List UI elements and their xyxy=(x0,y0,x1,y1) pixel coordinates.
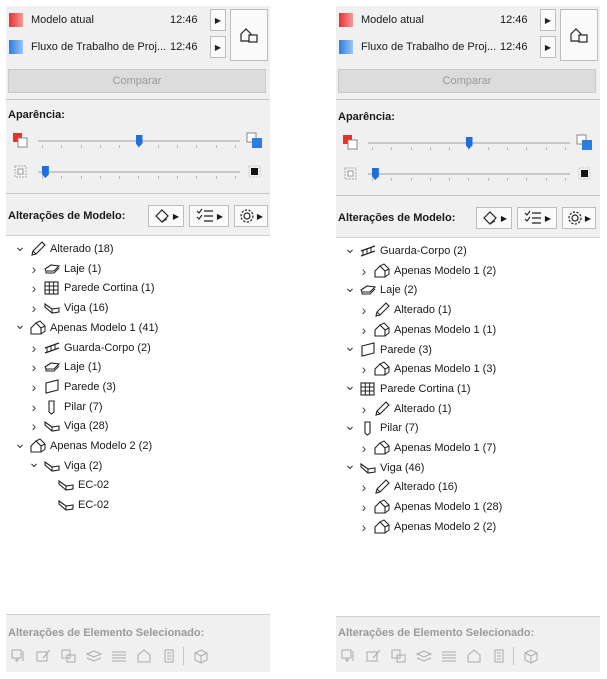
chevron-right-icon[interactable]: › xyxy=(31,418,37,435)
swap-models-button[interactable] xyxy=(560,9,598,61)
model-menu-button[interactable] xyxy=(210,9,226,31)
tree-item-label: Apenas Modelo 1 (41) xyxy=(50,321,159,334)
chevron-right-icon[interactable]: › xyxy=(31,378,37,395)
tree-row[interactable] xyxy=(28,358,101,376)
tree-item-label: Parede Cortina (1) xyxy=(64,282,155,295)
tree-row[interactable] xyxy=(344,456,425,477)
chevron-right-icon[interactable]: › xyxy=(361,440,367,456)
tree-row[interactable] xyxy=(28,454,103,475)
compare-button[interactable]: Comparar xyxy=(8,69,266,93)
chevron-right-icon[interactable]: › xyxy=(361,262,367,279)
select-elements-icon[interactable] xyxy=(338,647,360,665)
swap-models-icon xyxy=(569,26,589,44)
tree-row[interactable] xyxy=(358,400,451,418)
tree-item-label: Viga (46) xyxy=(380,461,425,474)
checklist-icon xyxy=(195,208,215,224)
tree-row[interactable] xyxy=(344,416,419,437)
hatch-icon[interactable] xyxy=(108,647,130,665)
house-icon xyxy=(372,499,392,515)
model-color-swatch xyxy=(339,40,353,54)
color-opacity-slider[interactable] xyxy=(8,130,266,152)
tree-row[interactable] xyxy=(344,338,432,359)
tree-item-label: Guarda-Corpo (2) xyxy=(64,341,151,354)
model-changes-tree xyxy=(336,237,600,617)
tree-item-label: EC-02 xyxy=(78,499,110,512)
model-row-compare[interactable] xyxy=(336,35,556,59)
model-row-compare[interactable] xyxy=(6,35,226,59)
chevron-down-icon[interactable]: ⌄ xyxy=(344,338,356,354)
tree-item-label: Apenas Modelo 2 (2) xyxy=(50,440,153,452)
hatch-icon[interactable] xyxy=(438,647,460,665)
tree-item-label: Viga (16) xyxy=(64,302,109,315)
house-icon xyxy=(372,361,392,377)
tree-item-label: Pilar (7) xyxy=(64,400,103,413)
separator xyxy=(6,99,270,100)
selected-changes-title: Alterações de Elemento Selecionado: xyxy=(8,627,205,639)
chevron-right-icon[interactable]: › xyxy=(31,359,37,376)
3d-box-icon[interactable] xyxy=(520,647,542,665)
chevron-right-icon[interactable]: › xyxy=(361,400,367,417)
slider-track xyxy=(38,171,240,173)
triangle-right-icon: ▶ xyxy=(500,213,508,223)
swap-models-button[interactable] xyxy=(230,9,268,61)
tree-item-label: Alterado (1) xyxy=(394,402,452,415)
chevron-down-icon[interactable]: ⌄ xyxy=(14,434,26,451)
chevron-down-icon[interactable]: ⌄ xyxy=(344,456,356,473)
element-filter-button[interactable] xyxy=(148,205,184,227)
red-model-icon xyxy=(12,132,30,150)
tree-row[interactable] xyxy=(28,398,103,416)
triangle-right-icon: ▶ xyxy=(544,15,552,25)
blue-model-icon xyxy=(576,134,594,152)
pencil-icon xyxy=(372,302,392,318)
chevron-down-icon[interactable]: ⌄ xyxy=(344,239,356,256)
slab-icon xyxy=(42,261,62,277)
railing-icon xyxy=(42,340,62,356)
house-icon xyxy=(372,263,392,279)
empty-square-icon xyxy=(12,163,30,181)
selected-element-toolbar xyxy=(338,646,545,666)
pencil-icon xyxy=(372,479,392,495)
tree-row[interactable] xyxy=(344,239,467,260)
document-icon[interactable] xyxy=(488,647,510,665)
tree-row[interactable] xyxy=(358,439,496,457)
tree-item-label: Apenas Modelo 2 (2) xyxy=(394,520,497,533)
edit-element-icon[interactable] xyxy=(33,647,55,665)
layers-icon[interactable] xyxy=(413,647,435,665)
model-color-swatch xyxy=(9,40,23,54)
gear-icon xyxy=(239,208,255,224)
beam-icon xyxy=(42,458,62,474)
tree-row[interactable] xyxy=(344,278,418,299)
list-options-button[interactable] xyxy=(517,207,557,229)
slab-icon xyxy=(358,282,378,298)
railing-icon xyxy=(358,243,378,259)
slider-ticks xyxy=(42,176,236,180)
chevron-down-icon[interactable]: ⌄ xyxy=(14,316,26,333)
curtain-wall-icon xyxy=(42,280,62,296)
tree-item-label: Apenas Modelo 1 (1) xyxy=(394,323,497,336)
tree-item-label: Apenas Modelo 1 (2) xyxy=(394,264,497,277)
model-time: 12:46 xyxy=(500,41,528,53)
slider-track xyxy=(368,173,570,175)
model-changes-title: Alterações de Modelo: xyxy=(338,212,456,224)
highlight-slider[interactable] xyxy=(8,161,266,183)
model-changes-title: Alterações de Modelo: xyxy=(8,210,126,222)
tree-row[interactable] xyxy=(28,260,101,278)
model-color-swatch xyxy=(9,13,23,27)
house-icon xyxy=(372,440,392,456)
tree-row[interactable] xyxy=(358,262,496,280)
separator xyxy=(6,193,270,194)
chevron-right-icon[interactable]: › xyxy=(31,280,37,297)
empty-square-icon xyxy=(342,165,360,183)
list-options-button[interactable] xyxy=(189,205,229,227)
chevron-right-icon[interactable]: › xyxy=(31,398,37,415)
tree-item-label: Apenas Modelo 1 (28) xyxy=(394,501,503,514)
compare-panel-left xyxy=(6,6,270,672)
tree-item-label: Laje (1) xyxy=(64,262,102,275)
pencil-icon xyxy=(28,241,48,257)
model-row-current[interactable] xyxy=(336,8,556,32)
beam-icon xyxy=(42,300,62,316)
triangle-right-icon: ▶ xyxy=(214,42,222,52)
tree-item-label: Laje (1) xyxy=(64,361,102,374)
tree-item-label: Guarda-Corpo (2) xyxy=(380,245,467,257)
wall-icon xyxy=(42,379,62,395)
tree-row[interactable] xyxy=(358,498,502,516)
tree-row[interactable] xyxy=(344,377,471,398)
curtain-wall-icon xyxy=(358,381,378,397)
chevron-right-icon[interactable]: › xyxy=(361,321,367,338)
house-icon xyxy=(28,320,48,336)
separator xyxy=(183,647,184,665)
model-row-current[interactable] xyxy=(6,8,226,32)
tree-item-label: Alterado (18) xyxy=(50,243,114,255)
tree-row[interactable] xyxy=(358,321,496,339)
chevron-right-icon[interactable]: › xyxy=(361,518,367,535)
tree-row[interactable] xyxy=(28,279,155,297)
element-filter-button[interactable] xyxy=(476,207,512,229)
chevron-right-icon[interactable]: › xyxy=(31,300,37,317)
paint-bucket-icon xyxy=(153,208,171,224)
chevron-right-icon[interactable]: › xyxy=(31,339,37,356)
tree-item-label: Alterado (1) xyxy=(394,304,452,317)
model-name: Fluxo de Trabalho de Proj... xyxy=(31,41,167,53)
checklist-icon xyxy=(523,210,543,226)
chevron-down-icon[interactable]: ⌄ xyxy=(14,237,26,254)
model-time: 12:46 xyxy=(170,41,198,53)
appearance-title: Aparência: xyxy=(8,109,65,121)
tree-row[interactable] xyxy=(28,299,108,317)
house-icon xyxy=(372,519,392,535)
triangle-right-icon: ▶ xyxy=(172,211,180,221)
tree-row[interactable] xyxy=(42,496,109,514)
beam-icon xyxy=(56,497,76,513)
tree-row[interactable] xyxy=(28,339,151,357)
column-icon xyxy=(358,420,378,436)
model-color-swatch xyxy=(339,13,353,27)
slab-icon xyxy=(42,359,62,375)
paint-bucket-icon xyxy=(481,210,499,226)
appearance-title: Aparência: xyxy=(338,111,395,123)
chevron-right-icon[interactable]: › xyxy=(361,302,367,319)
highlight-slider[interactable] xyxy=(338,163,596,185)
beam-icon xyxy=(358,460,378,476)
triangle-right-icon: ▶ xyxy=(544,213,552,223)
model-name: Modelo atual xyxy=(361,14,424,26)
tree-item-label: Parede (3) xyxy=(380,343,432,356)
chevron-right-icon[interactable]: › xyxy=(31,260,37,277)
building-icon[interactable] xyxy=(133,647,155,665)
triangle-right-icon: ▶ xyxy=(544,42,552,52)
copy-element-icon[interactable] xyxy=(388,647,410,665)
triangle-right-icon: ▶ xyxy=(216,211,224,221)
triangle-right-icon: ▶ xyxy=(214,15,222,25)
tree-item-label: Apenas Modelo 1 (3) xyxy=(394,363,497,376)
tree-row[interactable] xyxy=(14,237,114,258)
document-icon[interactable] xyxy=(158,647,180,665)
swap-models-icon xyxy=(239,26,259,44)
tree-row[interactable] xyxy=(358,518,496,536)
chevron-down-icon[interactable]: ⌄ xyxy=(28,454,40,471)
chevron-right-icon[interactable]: › xyxy=(361,361,367,378)
tree-row[interactable] xyxy=(28,378,116,396)
tree-item-label: EC-02 xyxy=(78,479,110,492)
filled-square-icon xyxy=(576,165,594,183)
beam-icon xyxy=(42,418,62,434)
selected-changes-title: Alterações de Elemento Selecionado: xyxy=(338,627,535,639)
model-menu-button[interactable] xyxy=(540,36,556,58)
edit-element-icon[interactable] xyxy=(363,647,385,665)
house-icon xyxy=(372,322,392,338)
column-icon xyxy=(42,399,62,415)
select-elements-icon[interactable] xyxy=(8,647,30,665)
separator xyxy=(336,195,600,196)
triangle-right-icon: ▶ xyxy=(584,213,592,223)
pencil-icon xyxy=(372,401,392,417)
chevron-down-icon[interactable]: ⌄ xyxy=(344,377,356,394)
tree-item-label: Pilar (7) xyxy=(380,422,419,435)
3d-box-icon[interactable] xyxy=(190,647,212,665)
model-name: Fluxo de Trabalho de Proj... xyxy=(361,41,497,53)
tree-row[interactable] xyxy=(28,417,108,435)
slider-ticks xyxy=(372,178,566,182)
settings-button[interactable] xyxy=(562,207,596,229)
tree-item-label: Apenas Modelo 1 (7) xyxy=(394,442,497,454)
tree-item-label: Viga (2) xyxy=(64,459,103,472)
tree-row[interactable] xyxy=(358,360,496,378)
chevron-down-icon[interactable]: ⌄ xyxy=(344,416,356,433)
gear-icon xyxy=(567,210,583,226)
red-model-icon xyxy=(342,134,360,152)
model-time: 12:46 xyxy=(170,14,198,26)
building-icon[interactable] xyxy=(463,647,485,665)
chevron-right-icon[interactable]: › xyxy=(361,479,367,496)
color-opacity-slider[interactable] xyxy=(338,132,596,154)
separator xyxy=(513,647,514,665)
model-time: 12:46 xyxy=(500,14,528,26)
tree-row[interactable] xyxy=(14,434,153,455)
model-menu-button[interactable] xyxy=(210,36,226,58)
tree-item-label: Parede (3) xyxy=(64,380,116,393)
tree-row[interactable] xyxy=(42,476,109,494)
tree-row[interactable] xyxy=(358,478,458,496)
chevron-right-icon[interactable]: › xyxy=(361,499,367,516)
tree-item-label: Parede Cortina (1) xyxy=(380,382,471,395)
model-name: Modelo atual xyxy=(31,14,94,26)
tree-row[interactable] xyxy=(358,301,451,319)
tree-item-label: Laje (2) xyxy=(380,284,418,297)
compare-button[interactable]: Comparar xyxy=(338,69,596,93)
chevron-down-icon[interactable]: ⌄ xyxy=(344,278,356,295)
triangle-right-icon: ▶ xyxy=(256,211,264,221)
blue-model-icon xyxy=(246,132,264,150)
beam-icon xyxy=(56,477,76,493)
model-menu-button[interactable] xyxy=(540,9,556,31)
layers-icon[interactable] xyxy=(83,647,105,665)
wall-icon xyxy=(358,342,378,358)
model-changes-tree xyxy=(6,235,270,615)
filled-square-icon xyxy=(246,163,264,181)
tree-item-label: Viga (28) xyxy=(64,420,109,433)
settings-button[interactable] xyxy=(234,205,268,227)
compare-panel-right xyxy=(336,6,600,672)
tree-row[interactable] xyxy=(14,316,159,337)
tree-item-label: Alterado (16) xyxy=(394,481,458,494)
separator xyxy=(336,99,600,100)
house-icon xyxy=(28,438,48,454)
selected-element-toolbar xyxy=(8,646,215,666)
copy-element-icon[interactable] xyxy=(58,647,80,665)
